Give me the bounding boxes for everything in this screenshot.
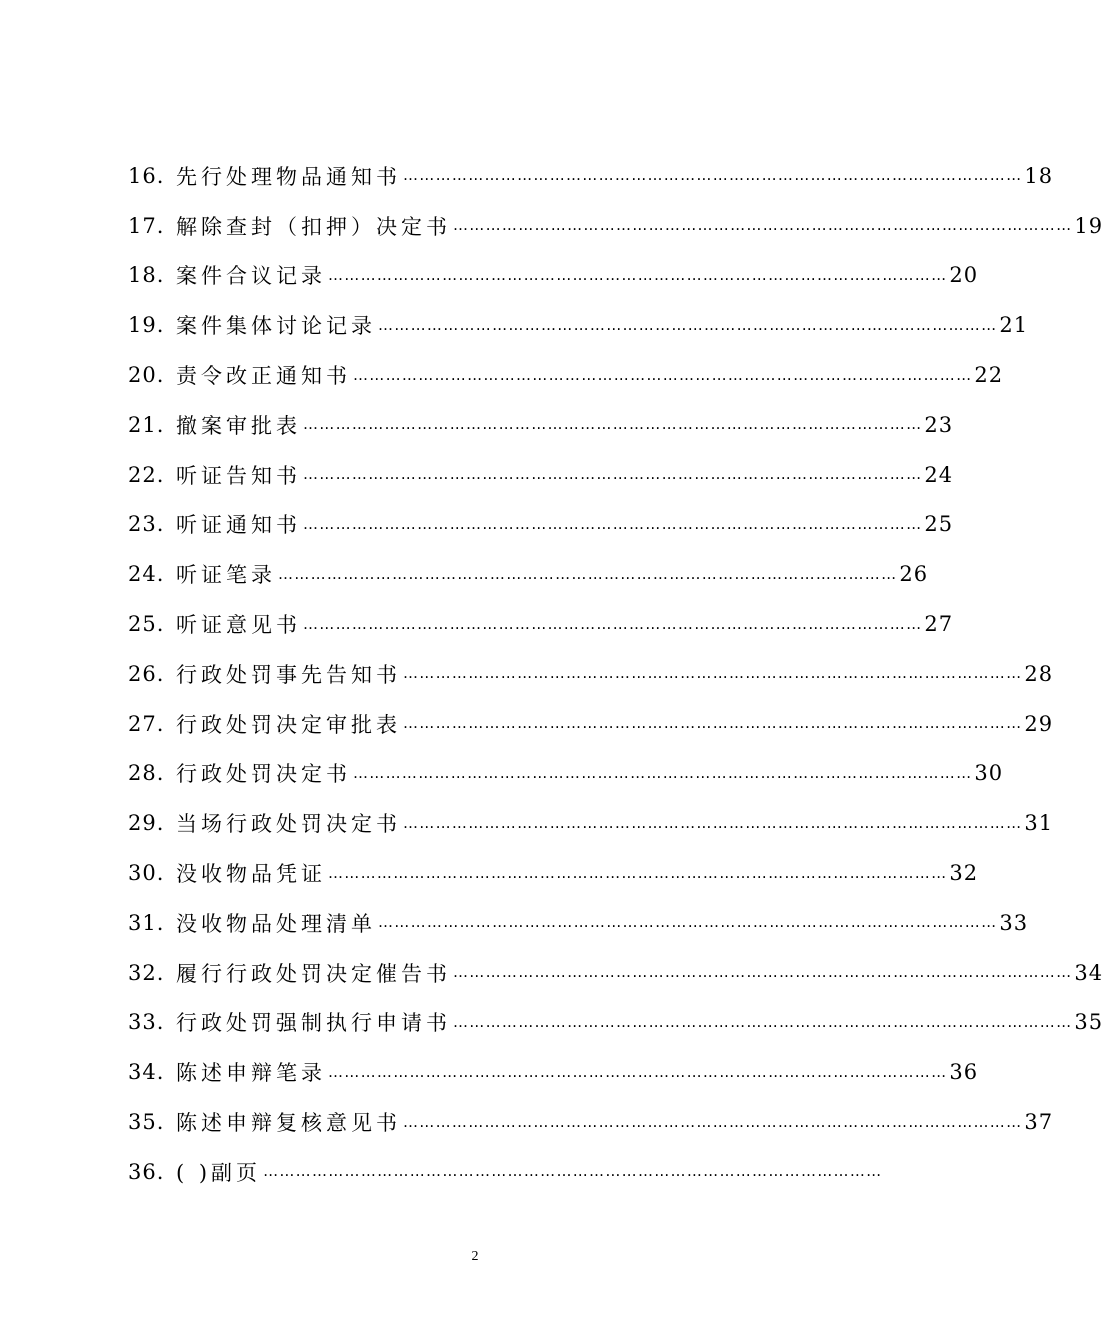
toc-entry <box>128 649 1054 699</box>
toc-entry-page: 22 <box>974 363 1004 388</box>
toc-entry <box>128 251 979 301</box>
toc-entry <box>128 599 954 649</box>
toc-entry-title: 没收物品凭证 <box>176 862 326 887</box>
toc-entry <box>128 1047 979 1097</box>
toc-entry-number: 32. <box>128 960 165 985</box>
toc-dot-leader: …………………………………………………………………………………………………… <box>278 564 898 583</box>
toc-entry-number: 21. <box>128 412 165 437</box>
toc-entry <box>128 300 1029 350</box>
toc-entry <box>128 749 1004 799</box>
toc-entry-number: 25. <box>128 612 165 637</box>
toc-dot-leader: …………………………………………………………………………………………………… <box>403 813 1023 832</box>
toc-entry <box>128 1147 883 1197</box>
toc-dot-leader: …………………………………………………………………………………………………… <box>453 963 1073 982</box>
toc-entry-title: 听证笔录 <box>176 563 276 588</box>
toc-entry-number: 34. <box>128 1060 165 1085</box>
toc-entry-page: 31 <box>1024 811 1054 836</box>
toc-entry-number: 17. <box>128 213 165 238</box>
toc-entry-number: 36. <box>128 1159 165 1184</box>
toc-dot-leader: …………………………………………………………………………………………………… <box>303 465 923 484</box>
toc-entry-number: 27. <box>128 711 165 736</box>
toc-entry <box>128 848 979 898</box>
toc-entry-title: 解除查封（扣押）决定书 <box>176 214 451 239</box>
toc-entry-title: 听证告知书 <box>176 463 301 488</box>
toc-entry <box>128 699 1054 749</box>
toc-entry-title: 当场行政处罚决定书 <box>176 812 401 837</box>
toc-dot-leader: …………………………………………………………………………………………………… <box>403 166 1023 185</box>
toc-entry <box>128 201 1103 251</box>
toc-entry-number: 31. <box>128 910 165 935</box>
toc-entry-number: 30. <box>128 861 165 886</box>
page-number: 2 <box>471 1249 479 1264</box>
toc-dot-leader: …………………………………………………………………………………………………… <box>453 216 1073 235</box>
toc-entry <box>128 549 929 599</box>
toc-entry-page: 20 <box>949 263 979 288</box>
toc-entry-title: 行政处罚决定审批表 <box>176 712 401 737</box>
toc-dot-leader: …………………………………………………………………………………………………… <box>328 863 948 882</box>
toc-entry-page: 35 <box>1074 1010 1103 1035</box>
toc-entry-title: 行政处罚决定书 <box>176 762 351 787</box>
toc-entry-page: 24 <box>924 462 954 487</box>
toc-entry-page: 34 <box>1074 960 1103 985</box>
toc-entry-number: 23. <box>128 512 165 537</box>
toc-entry-page: 37 <box>1024 1110 1054 1135</box>
toc-entry <box>128 998 1103 1048</box>
toc-entry-title: 听证通知书 <box>176 513 301 538</box>
toc-entry-page: 26 <box>899 562 929 587</box>
toc-entry-number: 18. <box>128 263 165 288</box>
toc-entry <box>128 500 954 550</box>
toc-entry <box>128 450 954 500</box>
toc-dot-leader: …………………………………………………………………………………………………… <box>403 664 1023 683</box>
toc-entry-page: 36 <box>949 1060 979 1085</box>
toc-entry-number: 16. <box>128 163 165 188</box>
toc-dot-leader: …………………………………………………………………………………………………… <box>403 714 1023 733</box>
toc-entry-number: 19. <box>128 313 165 338</box>
toc-entry-title: 履行行政处罚决定催告书 <box>176 961 451 986</box>
toc-entry-title: 责令改正通知书 <box>176 364 351 389</box>
toc-entry-number: 33. <box>128 1010 165 1035</box>
toc-entry-number: 28. <box>128 761 165 786</box>
toc-entry-title: 陈述申辩笔录 <box>176 1061 326 1086</box>
toc-entry-title: 先行处理物品通知书 <box>176 164 401 189</box>
toc-entry-page: 18 <box>1024 163 1054 188</box>
toc-entry-title: 撤案审批表 <box>176 413 301 438</box>
toc-dot-leader: …………………………………………………………………………………………………… <box>453 1012 1073 1031</box>
toc-entry-number: 24. <box>128 562 165 587</box>
toc-entry-title: 行政处罚强制执行申请书 <box>176 1011 451 1036</box>
toc-dot-leader: …………………………………………………………………………………………………… <box>303 614 923 633</box>
toc-entry-number: 20. <box>128 363 165 388</box>
table-of-contents <box>128 151 1103 1197</box>
toc-entry <box>128 948 1103 998</box>
toc-entry-page: 28 <box>1024 661 1054 686</box>
toc-dot-leader: …………………………………………………………………………………………………… <box>378 315 998 334</box>
toc-dot-leader: …………………………………………………………………………………………………… <box>353 365 973 384</box>
toc-entry-page: 27 <box>924 612 954 637</box>
toc-entry-title: 行政处罚事先告知书 <box>176 662 401 687</box>
toc-dot-leader: …………………………………………………………………………………………………… <box>303 514 923 533</box>
toc-entry <box>128 400 954 450</box>
toc-entry <box>128 898 1029 948</box>
toc-entry-title: 没收物品处理清单 <box>176 911 376 936</box>
toc-entry-title: 案件合议记录 <box>176 264 326 289</box>
toc-entry-page: 30 <box>974 761 1004 786</box>
toc-entry-title: 陈述申辩复核意见书 <box>176 1111 401 1136</box>
toc-entry-page: 19 <box>1074 213 1103 238</box>
toc-entry-number: 29. <box>128 811 165 836</box>
toc-entry <box>128 350 1004 400</box>
toc-dot-leader: …………………………………………………………………………………………………… <box>378 913 998 932</box>
toc-entry-page: 33 <box>999 910 1029 935</box>
toc-entry <box>128 1097 1054 1147</box>
toc-entry-page: 23 <box>924 412 954 437</box>
toc-entry-page: 29 <box>1024 711 1054 736</box>
toc-entry-number: 35. <box>128 1110 165 1135</box>
toc-entry-title: ( )副页 <box>176 1160 262 1185</box>
toc-entry-page: 21 <box>999 313 1029 338</box>
toc-entry <box>128 151 1054 201</box>
toc-dot-leader: …………………………………………………………………………………………………… <box>328 1062 948 1081</box>
toc-dot-leader: …………………………………………………………………………………………………… <box>303 415 923 434</box>
toc-entry-number: 22. <box>128 462 165 487</box>
toc-entry-number: 26. <box>128 661 165 686</box>
toc-dot-leader: …………………………………………………………………………………………………… <box>403 1112 1023 1131</box>
toc-dot-leader: …………………………………………………………………………………………………… <box>328 265 948 284</box>
toc-entry-page: 32 <box>949 861 979 886</box>
toc-dot-leader: …………………………………………………………………………………………………… <box>353 763 973 782</box>
toc-entry <box>128 798 1054 848</box>
toc-entry-page: 25 <box>924 512 954 537</box>
toc-entry-title: 案件集体讨论记录 <box>176 314 376 339</box>
toc-dot-leader: …………………………………………………………………………………………………… <box>263 1162 883 1181</box>
toc-entry-title: 听证意见书 <box>176 613 301 638</box>
